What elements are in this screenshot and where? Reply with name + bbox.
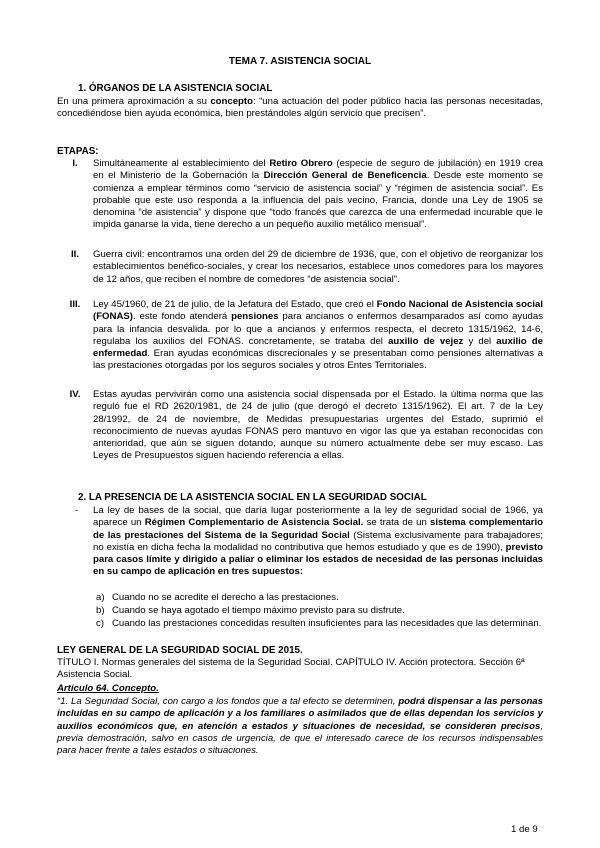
page-number: 1 de 9 xyxy=(511,824,538,835)
section-2-heading: 2. LA PRESENCIA DE LA ASISTENCIA SOCIAL EN LA SEGURIDAD SOCIAL xyxy=(78,492,427,503)
lgss-title-line: TÍTULO I. Normas generales del sistema de la Seguridad Social. CAPÍTULO IV. Acción protectora. Sección 6ª Asistencia Social. xyxy=(57,657,525,681)
etapa-text: Simultáneamente al establecimiento del Retiro Obrero (especie de seguro de jubilación) en 1919 crea en el Ministerio de la Gobernación la Dirección General de Beneficencia. Desde este momento se comienza a emplear términos como “servicio de asistencia social” y “régimen de asistencia social”. Es probable que este uso responda a la influencia del país vecino, Francia, donde una Ley de 1905 se denomina “de asistencia” y dispone que “todo francés que carezca de una enfermedad incurable que le impida ganarse la vida, tiene derecho a un pequeño auxilio metálico mensual”. xyxy=(93,158,543,231)
section-1-heading: 1. ÓRGANOS DE LA ASISTENCIA SOCIAL xyxy=(78,83,273,94)
lgss-heading: LEY GENERAL DE LA SEGURIDAD SOCIAL DE 2015. xyxy=(57,645,303,656)
article-text: “1. La Seguridad Social, con cargo a los fondos que a tal efecto se determinen, podrá dispensar a las personas incluidas en su campo de aplicación y a los familiares o asimilados que de ellas dependan los servicios y auxilios económicos que, en atención a estados y situaciones de necesidad, se consideren precisos, previa demostración, salvo en casos de urgencia, de que el interesado carece de los recursos indispensables para hacer frente a tales estados o situaciones. xyxy=(57,696,543,757)
etapa-text: Estas ayudas pervivirán como una asistencia social dispensada por el Estado. la última norma que las reguló fue el RD 2620/1981, de 24 de julio (que derogó el decreto 1315/1962). El art. 7 de la Ley 28/1992, de 24 de noviembre, de Medidas presupuestarias urgentes del Estado, suprimió el reconocimiento de nuevas ayudas FONAS pero mantuvo en vigor las que ya estaban reconocidas con anterioridad, que aún se siguen dotando, aunque su número actualmente debe ser muy escaso. Las Leyes de Presupuestos siguen haciendo referencia a ellas. xyxy=(93,389,543,462)
etapa-number: III. xyxy=(69,299,81,310)
sub-item: Cuando las prestaciones concedidas resulten insuficientes para las necesidades que las determinan. xyxy=(112,618,542,629)
etapa-number: II. xyxy=(71,249,79,260)
etapa-text: Ley 45/1960, de 21 de julio, de la Jefatura del Estado, que creó el Fondo Nacional de Asistencia social (FONAS). este fondo atenderá pensiones para ancianos o enfermos desamparados así como ayudas para la infancia desvalida. por lo que a ancianos y enfermos respecta, el decreto 1315/1962, 14-6, regulaba los auxilios del FONAS. concretamente, se trataba del auxilio de vejez y del auxilio de enfermedad. Eran ayudas económicas discrecionales y se presentaban como pensiones alternativas a las prestaciones otorgadas por los seguros sociales y otros Entes Territoriales. xyxy=(93,299,544,372)
etapas-heading: ETAPAS: xyxy=(57,146,99,157)
sub-letter: b) xyxy=(96,605,105,616)
sub-letter: c) xyxy=(96,618,104,629)
etapa-number: I. xyxy=(72,158,78,169)
dash-bullet: - xyxy=(75,505,79,516)
sub-item: Cuando no se acredite el derecho a las prestaciones. xyxy=(112,592,339,603)
page-title: TEMA 7. ASISTENCIA SOCIAL xyxy=(228,56,372,67)
sub-letter: a) xyxy=(96,592,105,603)
section-2-text: La ley de bases de la social, que daría lugar posteriormente a la ley de seguridad social de 1966, ya aparece un Régimen Complementario de Asistencia Social. se trata de un sistema complementario de las prestaciones del Sistema de la Seguridad Social (Sistema exclusivamente para trabajadores; no existía en dicha fecha la modalidad no contributiva que hemos estudiado y que es de 1990), previsto para casos límite y dirigido a paliar o eliminar los estados de necesidad de las personas incluidas en su campo de aplicación en tres supuestos: xyxy=(93,505,544,578)
sub-item: Cuando se haya agotado el tiempo máximo previsto para su disfrute. xyxy=(112,605,405,616)
etapa-number: IV. xyxy=(69,389,81,400)
article-heading: Artículo 64. Concepto. xyxy=(57,683,159,694)
section-1-intro: En una primera aproximación a su concepto: “una actuación del poder público hacia las personas necesitadas, concediéndose bien ayuda económica, bien prestándoles algún servicio que precisen”. xyxy=(57,96,543,120)
etapa-text: Guerra civil: encontramos una orden del 29 de diciembre de 1936, que, con el objetivo de reorganizar los establecimientos benéfico-sociales, y crear los necesarios, establece unos comedores para los mayores de 12 años, que reciben el nombre de comedores “de asistencia social”. xyxy=(93,249,543,285)
